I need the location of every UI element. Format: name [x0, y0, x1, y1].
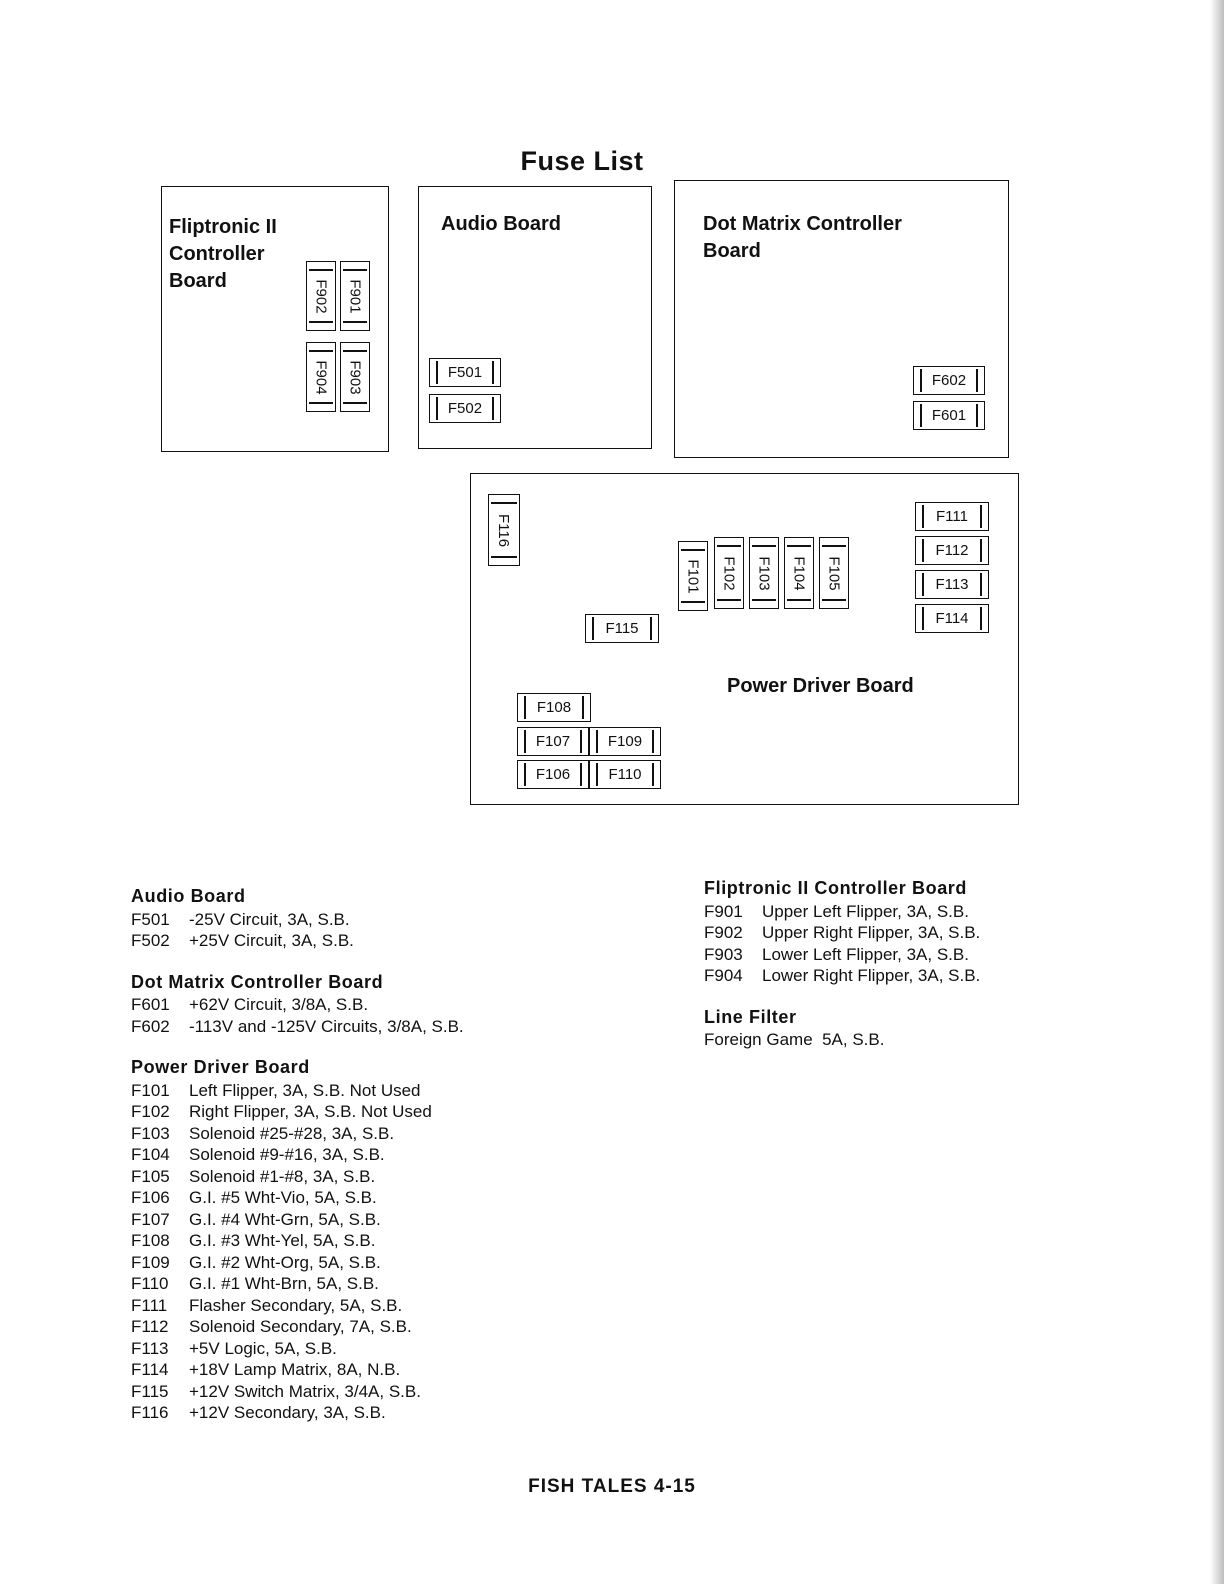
fuse-f108: F108: [517, 693, 591, 722]
fuse-f104: F104: [784, 537, 814, 609]
fuse-f107: F107: [517, 727, 589, 756]
legend-row: F106 G.I. #5 Wht-Vio, 5A, S.B.: [131, 1188, 377, 1207]
legend-row: F105 Solenoid #1-#8, 3A, S.B.: [131, 1166, 376, 1186]
fliptronic-board-diagram: [161, 186, 389, 452]
legend-row: F110 G.I. #1 Wht-Brn, 5A, S.B.: [131, 1274, 379, 1293]
legend-row: F102 Right Flipper, 3A, S.B. Not Used: [131, 1102, 432, 1121]
fuse-f601: F601: [913, 401, 985, 430]
legend-left-column: [131, 886, 464, 1444]
legend-row: F902 Upper Right Flipper, 3A, S.B.: [704, 923, 981, 942]
power-driver-board-diagram: [470, 473, 1019, 805]
legend-fliptronic-board: [704, 878, 980, 987]
legend-row: F115 +12V Switch Matrix, 3/4A, S.B.: [131, 1381, 421, 1401]
legend-power-driver-board: [131, 1057, 464, 1424]
dot-matrix-board-label: Dot Matrix Controller Board: [703, 213, 902, 262]
fuse-f902: F902: [306, 261, 336, 331]
fuse-f110: F110: [589, 760, 661, 789]
legend-row: F904 Lower Right Flipper, 3A, S.B.: [704, 966, 981, 985]
fuse-f502: F502: [429, 394, 501, 423]
legend-row: F602 -113V and -125V Circuits, 3/8A, S.B.: [131, 1016, 464, 1036]
power-driver-board-label: Power Driver Board: [727, 675, 914, 697]
fuse-f101: F101: [678, 541, 708, 611]
page-footer: FISH TALES 4-15: [528, 1476, 696, 1497]
fuse-f501: F501: [429, 358, 501, 387]
dot-matrix-board-diagram: [674, 180, 1009, 458]
fuse-f115: F115: [585, 614, 659, 643]
fuse-f106: F106: [517, 760, 589, 789]
legend-row: F114 +18V Lamp Matrix, 8A, N.B.: [131, 1360, 401, 1379]
page-title: Fuse List: [520, 146, 644, 176]
legend-row: F101 Left Flipper, 3A, S.B. Not Used: [131, 1080, 421, 1100]
fuse-f105: F105: [819, 537, 849, 609]
legend-audio-board: [131, 886, 464, 952]
legend-power-driver-title: Power Driver Board: [131, 1057, 310, 1077]
legend-row: F107 G.I. #4 Wht-Grn, 5A, S.B.: [131, 1209, 381, 1229]
fuse-f114: F114: [915, 604, 989, 633]
audio-board-diagram: [418, 186, 652, 449]
legend-audio-title: Audio Board: [131, 886, 246, 906]
fuse-f903: F903: [340, 342, 370, 412]
legend-row: F109 G.I. #2 Wht-Org, 5A, S.B.: [131, 1252, 381, 1272]
legend-row: F116 +12V Secondary, 3A, S.B.: [131, 1403, 386, 1422]
legend-line-filter-title: Line Filter: [704, 1006, 797, 1027]
legend-row: F601 +62V Circuit, 3/8A, S.B.: [131, 995, 369, 1014]
fuse-f111: F111: [915, 502, 989, 531]
fliptronic-board-label: Fliptronic II Controller Board: [169, 216, 277, 292]
legend-right-column: [704, 878, 980, 1071]
fuse-f904: F904: [306, 342, 336, 412]
legend-fliptronic-title: Fliptronic II Controller Board: [704, 878, 968, 898]
fuse-f102: F102: [714, 537, 744, 609]
legend-dot-matrix-title: Dot Matrix Controller Board: [131, 971, 384, 992]
legend-row: F104 Solenoid #9-#16, 3A, S.B.: [131, 1145, 385, 1164]
legend-row: F111 Flasher Secondary, 5A, S.B.: [131, 1295, 403, 1315]
legend-row: F502 +25V Circuit, 3A, S.B.: [131, 931, 354, 950]
fuse-f116: F116: [488, 494, 520, 566]
page-edge-shadow: [1210, 0, 1224, 1584]
fuse-f901: F901: [340, 261, 370, 331]
fuse-f112: F112: [915, 536, 989, 565]
fuse-f109: F109: [589, 727, 661, 756]
legend-row: F112 Solenoid Secondary, 7A, S.B.: [131, 1317, 412, 1336]
legend-row: F108 G.I. #3 Wht-Yel, 5A, S.B.: [131, 1231, 376, 1250]
audio-board-label: Audio Board: [441, 213, 561, 235]
fuse-f602: F602: [913, 366, 985, 395]
fuse-f103: F103: [749, 537, 779, 609]
fuse-f113: F113: [915, 570, 989, 599]
legend-line-filter: [704, 1007, 980, 1051]
legend-row: F113 +5V Logic, 5A, S.B.: [131, 1338, 337, 1358]
legend-row: F103 Solenoid #25-#28, 3A, S.B.: [131, 1123, 395, 1143]
legend-dot-matrix-board: [131, 972, 464, 1038]
legend-row: F501 -25V Circuit, 3A, S.B.: [131, 909, 350, 929]
legend-row: F901 Upper Left Flipper, 3A, S.B.: [704, 901, 969, 921]
legend-line-filter-text: Foreign Game 5A, S.B.: [704, 1030, 885, 1049]
legend-row: F903 Lower Left Flipper, 3A, S.B.: [704, 944, 969, 964]
